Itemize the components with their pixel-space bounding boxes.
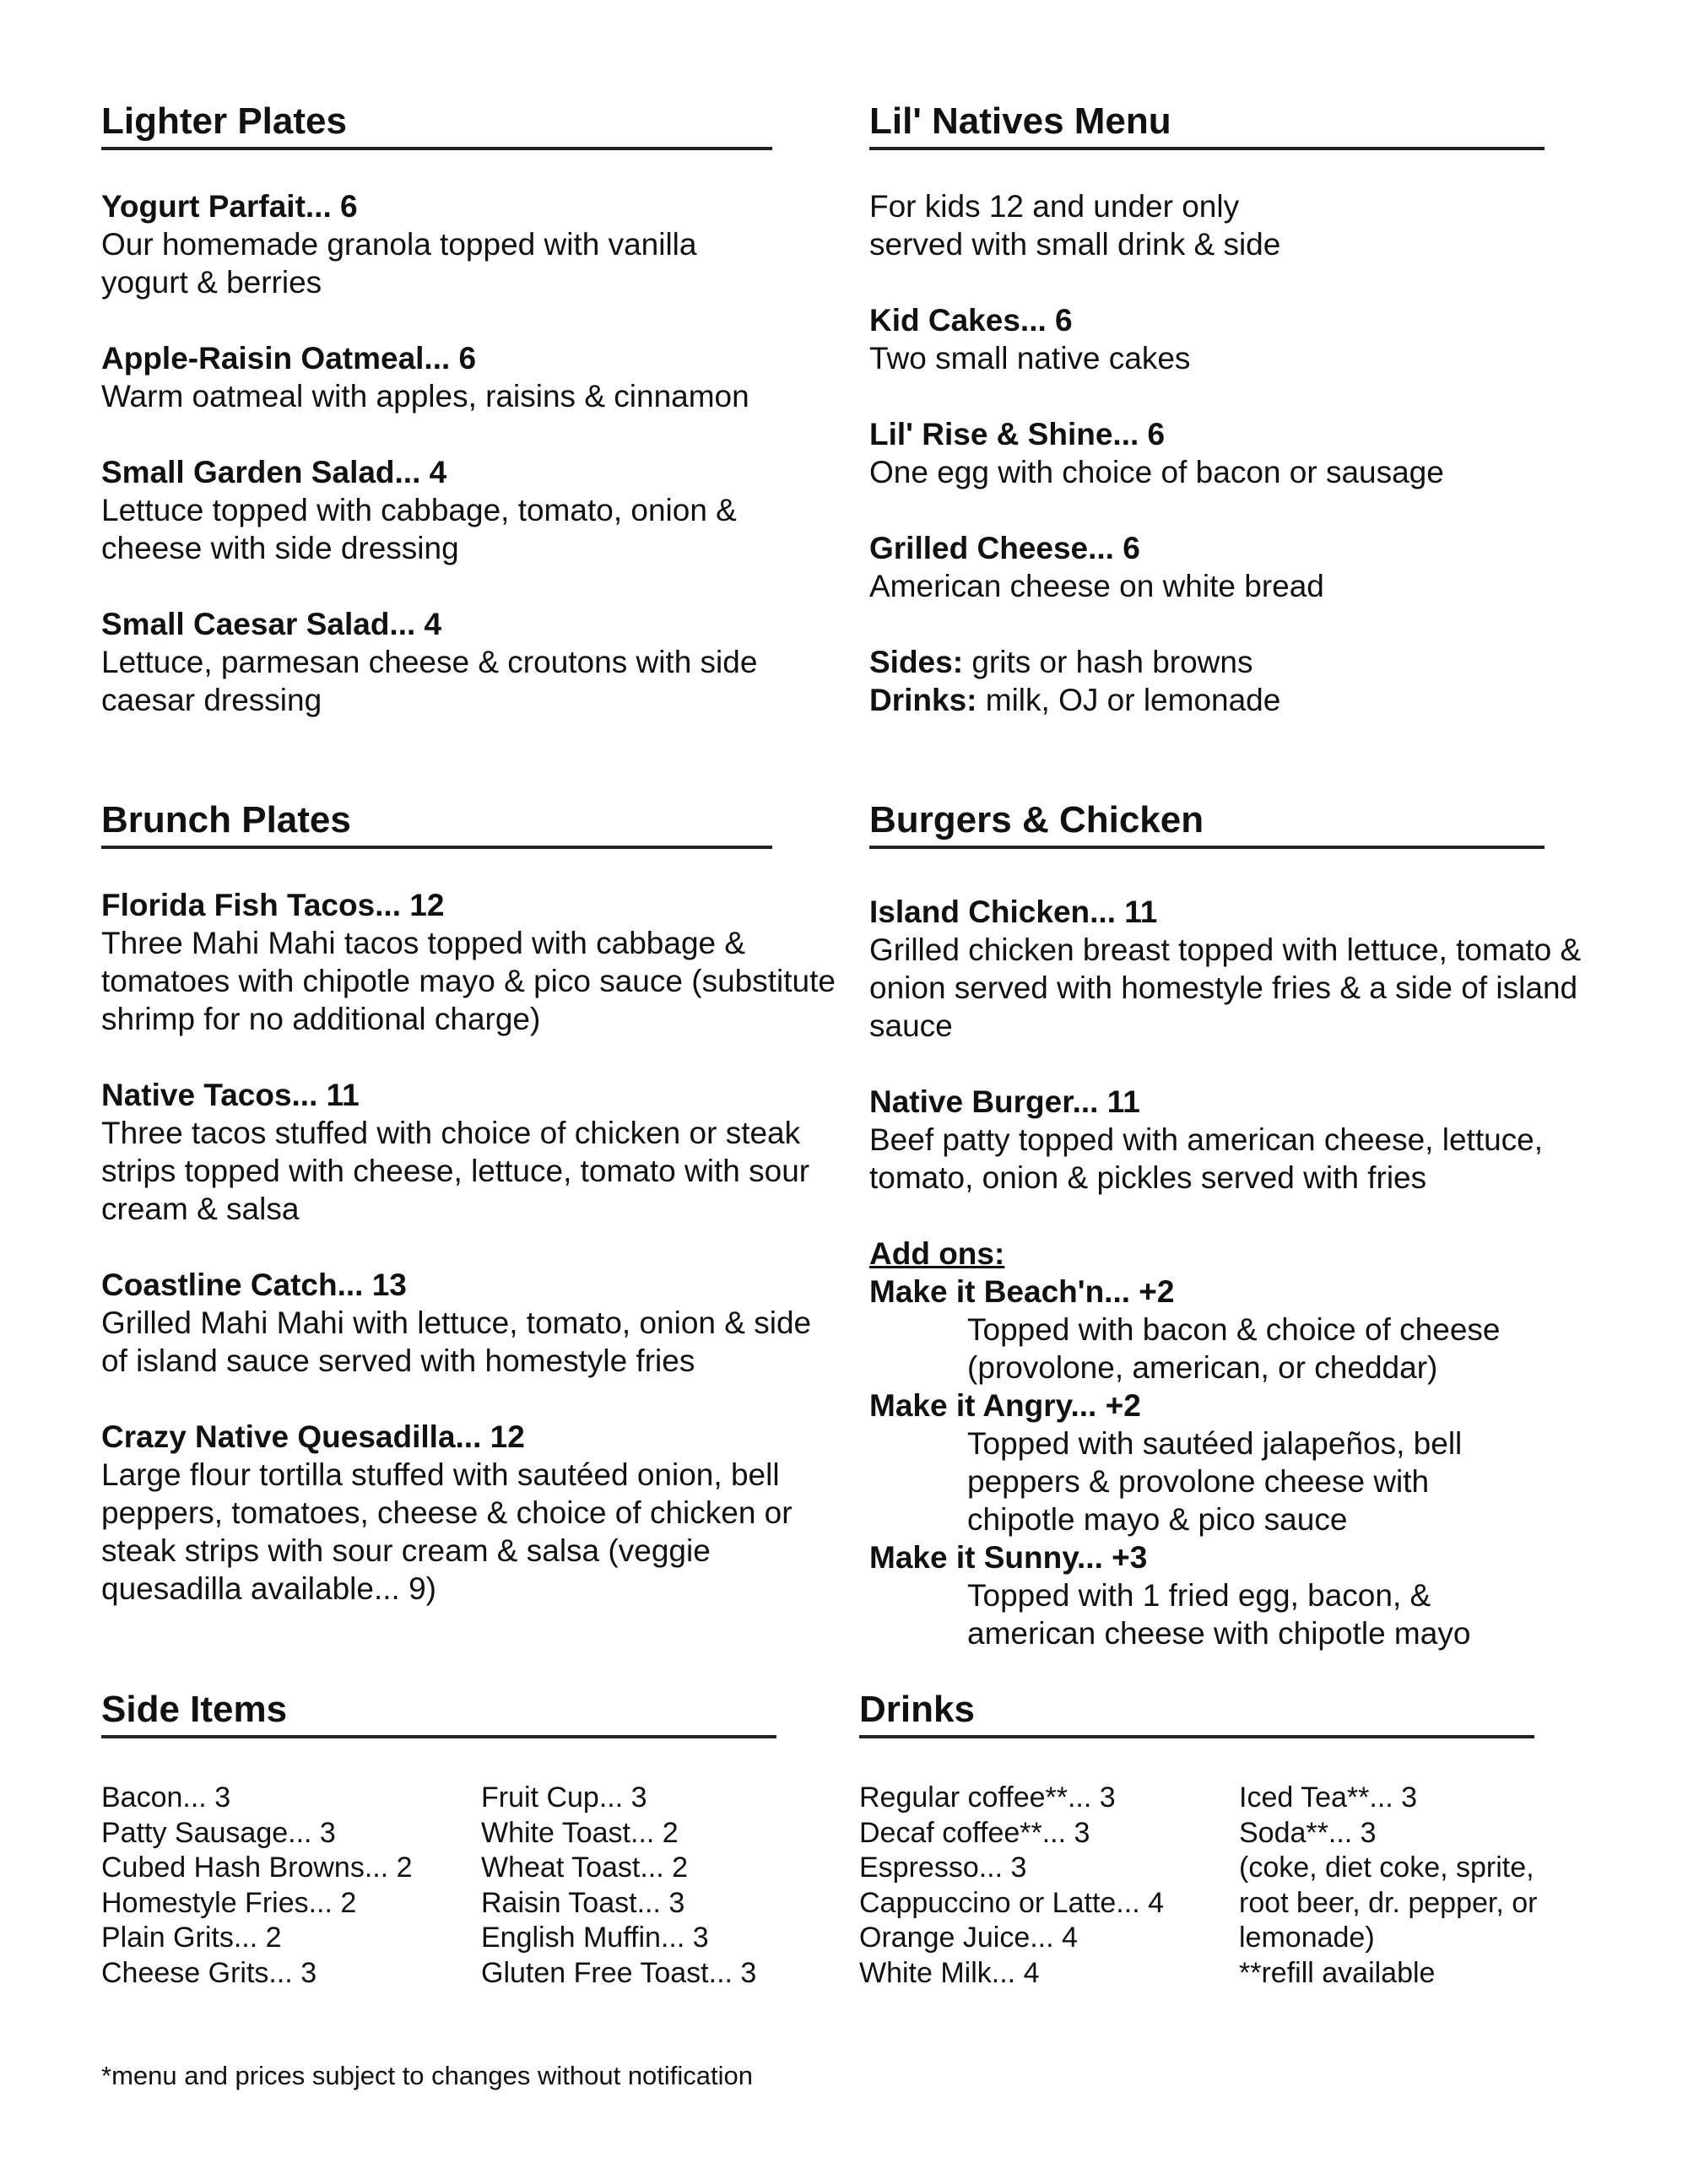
drinks-section <box>859 1686 1534 1738</box>
list-item: Patty Sausage... 3 <box>101 1816 336 1849</box>
item-description: Two small native cakes <box>869 341 1191 376</box>
sides-label: Sides: <box>869 645 964 679</box>
kids-intro <box>869 187 1545 263</box>
kids-drinks-line <box>869 681 1545 719</box>
menu-item <box>101 339 772 415</box>
item-title: Apple-Raisin Oatmeal... 6 <box>101 341 477 376</box>
burgers-chicken-heading: Burgers & Chicken <box>869 797 1545 849</box>
addon-item <box>869 1273 1612 1387</box>
lighter-plates-section <box>101 98 772 757</box>
list-item: Fruit Cup... 3 <box>481 1781 647 1814</box>
list-item: Plain Grits... 2 <box>101 1922 282 1954</box>
list-item: **refill available <box>1239 1956 1436 1989</box>
kids-sides-line <box>869 643 1545 681</box>
side-items-heading: Side Items <box>101 1686 776 1738</box>
brunch-plates-section <box>101 797 840 1646</box>
item-title: Lil' Rise & Shine... 6 <box>869 417 1166 451</box>
side-items-column <box>101 1781 413 1991</box>
item-description: Large flour tortilla stuffed with sautéed onion, bell peppers, tomatoes, cheese & choice of chicken or steak strips with sour cream & salsa (veggie quesadilla available... 9) <box>101 1457 793 1606</box>
drinks-column <box>1239 1781 1537 1991</box>
list-item: Espresso... 3 <box>859 1852 1027 1884</box>
drinks-column <box>859 1781 1164 1991</box>
list-item: Cheese Grits... 3 <box>101 1956 317 1989</box>
item-title: Coastline Catch... 13 <box>101 1268 407 1302</box>
item-title: Island Chicken... 11 <box>869 895 1158 929</box>
menu-item <box>869 893 1612 1045</box>
list-item: Gluten Free Toast... 3 <box>481 1956 757 1989</box>
list-item: Regular coffee**... 3 <box>859 1781 1116 1814</box>
side-items-list <box>101 1781 793 2000</box>
lighter-plates-heading: Lighter Plates <box>101 98 772 150</box>
list-item: (coke, diet coke, sprite, <box>1239 1852 1534 1884</box>
item-description: Our homemade granola topped with vanilla yogurt & berries <box>101 227 697 300</box>
list-item: Cubed Hash Browns... 2 <box>101 1852 413 1884</box>
list-item: Cappuccino or Latte... 4 <box>859 1886 1165 1919</box>
item-description: One egg with choice of bacon or sausage <box>869 455 1444 489</box>
brunch-plates-heading: Brunch Plates <box>101 797 772 849</box>
item-title: Crazy Native Quesadilla... 12 <box>101 1419 525 1454</box>
item-description: American cheese on white bread <box>869 569 1324 603</box>
drinks-value: milk, OJ or lemonade <box>977 683 1281 717</box>
menu-item <box>869 1083 1612 1197</box>
item-title: Yogurt Parfait... 6 <box>101 189 358 224</box>
list-item: Orange Juice... 4 <box>859 1922 1078 1954</box>
addons-label: Add ons: <box>869 1236 1005 1271</box>
item-description: Lettuce topped with cabbage, tomato, onion & cheese with side dressing <box>101 493 737 565</box>
menu-item <box>101 605 772 719</box>
item-description: Three tacos stuffed with choice of chicken or steak strips topped with cheese, lettuce, tomato with sour cream & salsa <box>101 1116 810 1226</box>
item-description: Lettuce, parmesan cheese & croutons with side caesar dressing <box>101 645 758 717</box>
addon-title: Make it Angry... +2 <box>869 1388 1141 1423</box>
lil-natives-heading: Lil' Natives Menu <box>869 98 1545 150</box>
list-item: lemonade) <box>1239 1922 1375 1954</box>
item-description: Three Mahi Mahi tacos topped with cabbage & tomatoes with chipotle mayo & pico sauce (substitute shrimp for no additional charge) <box>101 926 836 1036</box>
item-description: Warm oatmeal with apples, raisins & cinnamon <box>101 379 749 414</box>
addon-title: Make it Sunny... +3 <box>869 1540 1148 1575</box>
addon-description: Topped with bacon & choice of cheese (provolone, american, or cheddar) <box>967 1312 1501 1385</box>
menu-item <box>101 453 772 567</box>
item-description: Beef patty topped with american cheese, lettuce, tomato, onion & pickles served with fries <box>869 1122 1544 1195</box>
item-description: Grilled Mahi Mahi with lettuce, tomato, onion & side of island sauce served with homestyle fries <box>101 1306 812 1378</box>
item-title: Kid Cakes... 6 <box>869 303 1073 338</box>
menu-item <box>869 301 1545 377</box>
item-title: Native Burger... 11 <box>869 1084 1140 1119</box>
item-title: Small Caesar Salad... 4 <box>101 607 442 641</box>
list-item: Wheat Toast... 2 <box>481 1852 689 1884</box>
menu-item <box>101 886 840 1038</box>
addon-item <box>869 1538 1612 1652</box>
menu-item <box>869 529 1545 605</box>
lil-natives-section <box>869 98 1545 719</box>
list-item: White Milk... 4 <box>859 1956 1040 1989</box>
sides-value: grits or hash browns <box>963 645 1253 679</box>
addon-description: Topped with sautéed jalapeños, bell peppers & provolone cheese with chipotle mayo & pico sauce <box>967 1426 1463 1537</box>
drinks-list <box>859 1781 1619 2000</box>
side-items-section <box>101 1686 776 1738</box>
drinks-heading: Drinks <box>859 1686 1534 1738</box>
side-items-column <box>481 1781 756 1991</box>
item-description: Grilled chicken breast topped with lettuce, tomato & onion served with homestyle fries & a side of island sauce <box>869 933 1582 1043</box>
menu-item <box>101 1076 840 1228</box>
list-item: Soda**... 3 <box>1239 1816 1377 1849</box>
list-item: English Muffin... 3 <box>481 1922 709 1954</box>
list-item: root beer, dr. pepper, or <box>1239 1886 1538 1919</box>
item-title: Small Garden Salad... 4 <box>101 455 447 489</box>
drinks-label: Drinks: <box>869 683 977 717</box>
list-item: Raisin Toast... 3 <box>481 1886 685 1919</box>
list-item: Bacon... 3 <box>101 1781 231 1814</box>
list-item: Iced Tea**... 3 <box>1239 1781 1418 1814</box>
addon-title: Make it Beach'n... +2 <box>869 1274 1175 1309</box>
menu-item <box>101 1418 840 1608</box>
item-title: Florida Fish Tacos... 12 <box>101 888 445 922</box>
item-title: Native Tacos... 11 <box>101 1078 360 1112</box>
footnote: *menu and prices subject to changes without notification <box>101 2061 754 2090</box>
list-item: Decaf coffee**... 3 <box>859 1816 1090 1849</box>
addon-description: Topped with 1 fried egg, bacon, & american cheese with chipotle mayo <box>967 1578 1471 1651</box>
burgers-chicken-section <box>869 797 1612 1652</box>
item-title: Grilled Cheese... 6 <box>869 531 1140 565</box>
kids-intro-line: For kids 12 and under only <box>869 189 1240 224</box>
menu-item <box>869 415 1545 491</box>
menu-item <box>101 187 772 301</box>
menu-item <box>101 1266 840 1380</box>
addon-item <box>869 1387 1612 1538</box>
list-item: White Toast... 2 <box>481 1816 679 1849</box>
kids-intro-line: served with small drink & side <box>869 227 1281 262</box>
list-item: Homestyle Fries... 2 <box>101 1886 357 1919</box>
